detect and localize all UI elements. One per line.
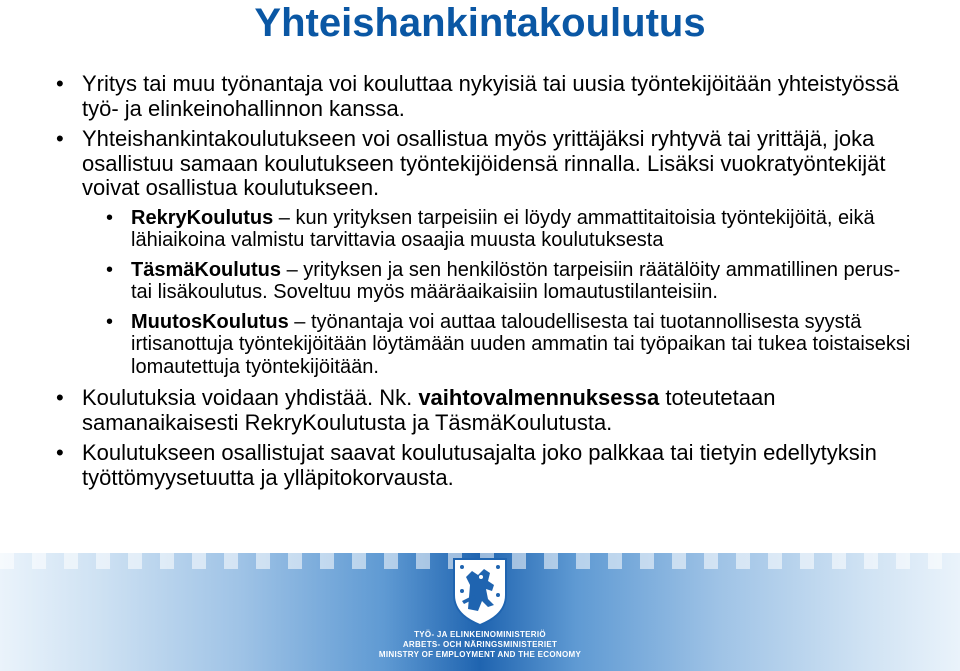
slide-content — [56, 72, 920, 496]
sub-bullet-term: TäsmäKoulutus — [131, 258, 282, 281]
bullet-item — [56, 72, 920, 121]
sub-bullet-text: – kun yrityksen tarpeisiin ei löydy ammattitaitoisia työntekijöitä, eikä lähiaikoina valmistu tarvittavia osaajia muusta koulutuksesta — [131, 206, 875, 251]
bullet-item — [56, 441, 920, 490]
ministry-name-finnish: TYÖ- JA ELINKEINOMINISTERIÖ — [414, 630, 546, 639]
bullet-text: Yritys tai muu työnantaja voi kouluttaa nykyisiä tai uusia työntekijöitään yhteistyössä työ- ja elinkeinohallinnon kanssa. — [82, 71, 899, 121]
bullet-item — [56, 127, 920, 201]
slide-title: Yhteishankintakoulutus — [254, 1, 706, 45]
bullet-text: Koulutukseen osallistujat saavat koulutusajalta joko palkkaa tai tietyin edellytyksin työttömyysetuutta ja ylläpitokorvausta. — [82, 440, 877, 490]
ministry-name-block — [364, 630, 596, 660]
training-types-list — [106, 207, 920, 379]
sub-bullet-muutoskoulutus — [106, 311, 920, 379]
bullet-text: Yhteishankintakoulutukseen voi osallistua myös yrittäjäksi ryhtyvä tai yrittäjä, joka osallistuu samaan koulutukseen työntekijöidensä rinnalla. Lisäksi vuokratyöntekijät voivat osallistua koulutukseen. — [82, 126, 886, 200]
bullet-text-before: Koulutuksia voidaan yhdistää. Nk. — [82, 385, 419, 410]
sub-bullet-rekrykoulutus — [106, 207, 920, 252]
sub-bullet-tasmakoulutus — [106, 259, 920, 304]
ministry-name-swedish: ARBETS- OCH NÄRINGSMINISTERIET — [402, 640, 558, 649]
ministry-footer-banner — [0, 553, 960, 671]
sub-bullet-text: – työnantaja voi auttaa taloudellisesta tai tuotannollisesta syystä irtisanottuja työntekijöitään löytämään uuden ammatin tai työpaikan tai tukea toistaiseksi lomautettuja työntekijöitään. — [131, 310, 911, 378]
ministry-name-english: MINISTRY OF EMPLOYMENT AND THE ECONOMY — [378, 650, 582, 659]
bullet-term: vaihtovalmennuksessa — [418, 385, 660, 410]
sub-bullet-term: MuutosKoulutus — [131, 310, 289, 333]
ministry-lion-coat-of-arms-icon — [448, 555, 512, 627]
bullet-text-after: toteutetaan samanaikaisesti RekryKoulutusta ja TäsmäKoulutusta. — [82, 385, 776, 435]
sub-bullet-term: RekryKoulutus — [131, 206, 274, 229]
bullet-item — [56, 386, 920, 435]
sub-bullet-text: – yrityksen ja sen henkilöstön tarpeisiin räätälöity ammatillinen perus- tai lisäkoulutus. Soveltuu myös määräaikaisiin lomautustilanteisiin. — [131, 258, 901, 303]
